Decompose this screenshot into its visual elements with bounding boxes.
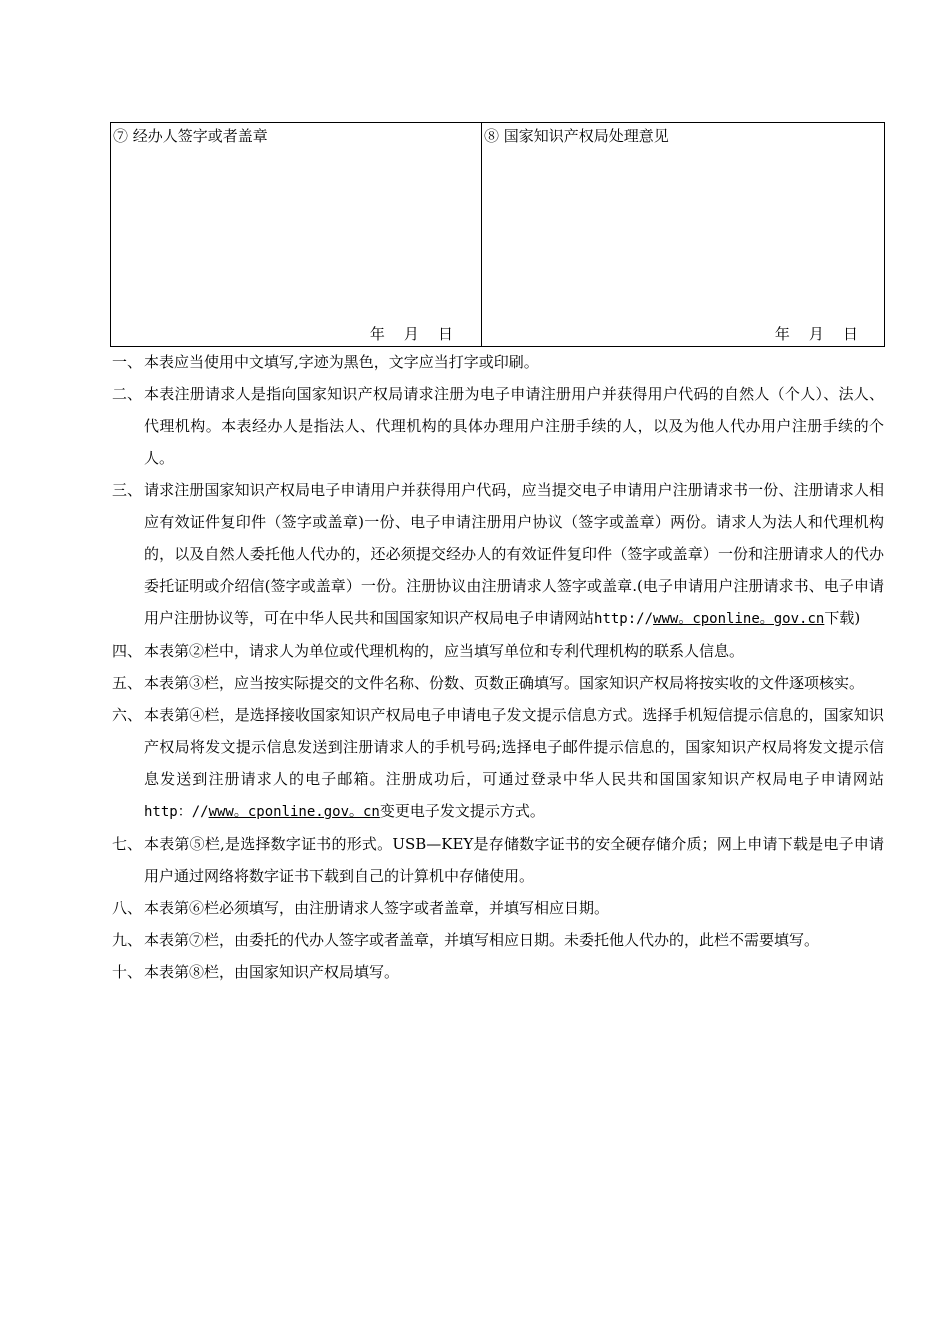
note-item — [112, 346, 884, 378]
office-opinion-cell — [482, 123, 884, 346]
note-item — [112, 699, 884, 828]
note-number: 七、 — [112, 835, 143, 853]
note-item — [112, 667, 884, 699]
instructions-list — [112, 346, 884, 988]
note-number: 六、 — [112, 706, 143, 724]
note-item — [112, 635, 884, 667]
note-item — [112, 924, 884, 956]
note-number: 三、 — [112, 481, 143, 499]
website-link[interactable]: www。cponline.gov。cn — [208, 804, 380, 820]
note-number: 一、 — [112, 353, 143, 371]
note-text: 请求注册国家知识产权局电子申请用户并获得用户代码，应当提交电子申请用户注册请求书一份、注册请求人相应有效证件复印件（签字或盖章)一份、电子申请注册用户协议（签字或盖章）两份。请求人为法人和代理机构的，以及自然人委托他人代办的，还必须提交经办人的有效证件复印件（签字或盖章）一份和注册请求人的代办委托证明或介绍信(签字或盖章）一份。注册协议由注册请求人签字或盖章.(电子申请用户注册请求书、电子申请用户注册协议等，可在中华人民共和国国家知识产权局电子申请网站 — [144, 481, 884, 627]
note-text: 本表第③栏，应当按实际提交的文件名称、份数、页数正确填写。国家知识产权局将按实收的文件逐项核实。 — [144, 674, 865, 692]
note-text: 本表第⑧栏，由国家知识产权局填写。 — [144, 963, 400, 981]
agent-signature-cell — [111, 123, 482, 346]
note-item — [112, 956, 884, 988]
note-item — [112, 378, 884, 474]
agent-signature-date: 年 月 日 — [369, 325, 453, 343]
url-prefix: http:// — [594, 611, 654, 627]
note-number: 二、 — [112, 385, 143, 403]
signature-table — [110, 122, 885, 347]
note-text: 本表应当使用中文填写,字迹为黑色，文字应当打字或印刷。 — [144, 353, 539, 371]
note-item — [112, 828, 884, 892]
office-opinion-date: 年 月 日 — [774, 325, 858, 343]
note-item — [112, 474, 884, 635]
website-link[interactable]: www。cponline。gov.cn — [653, 611, 825, 627]
note-number: 九、 — [112, 931, 143, 949]
agent-signature-title: ⑦ 经办人签字或者盖章 — [113, 127, 268, 145]
note-number: 五、 — [112, 674, 143, 692]
note-text: 本表第⑥栏必须填写，由注册请求人签字或者盖章，并填写相应日期。 — [144, 899, 610, 917]
note-text: 本表第⑤栏,是选择数字证书的形式。USB—KEY是存储数字证书的安全硬存储介质；网上申请下载是电子申请用户通过网络将数字证书下载到自己的计算机中存储使用。 — [144, 835, 884, 885]
note-number: 八、 — [112, 899, 143, 917]
note-text-end: 下载) — [824, 609, 861, 627]
note-text: 本表注册请求人是指向国家知识产权局请求注册为电子申请注册用户并获得用户代码的自然人（个人）、法人、代理机构。本表经办人是指法人、代理机构的具体办理用户注册手续的人，以及为他人代办用户注册手续的个人。 — [144, 385, 884, 467]
note-number: 四、 — [112, 642, 143, 660]
note-text: 本表第④栏，是选择接收国家知识产权局电子申请电子发文提示信息方式。选择手机短信提示信息的，国家知识产权局将发文提示信息发送到注册请求人的手机号码;选择电子邮件提示信息的，国家知识产权局将发文提示信息发送到注册请求人的电子邮箱。注册成功后，可通过登录中华人民共和国国家知识产权局电子申请网站 — [144, 706, 884, 788]
note-text: 本表第⑦栏，由委托的代办人签字或者盖章，并填写相应日期。未委托他人代办的，此栏不需要填写。 — [144, 931, 820, 949]
office-opinion-title: ⑧ 国家知识产权局处理意见 — [484, 127, 669, 145]
url-prefix: http：// — [144, 804, 209, 820]
note-text-end: 变更电子发文提示方式。 — [379, 802, 545, 820]
note-number: 十、 — [112, 963, 143, 981]
note-item — [112, 892, 884, 924]
note-text: 本表第②栏中，请求人为单位或代理机构的，应当填写单位和专利代理机构的联系人信息。 — [144, 642, 745, 660]
